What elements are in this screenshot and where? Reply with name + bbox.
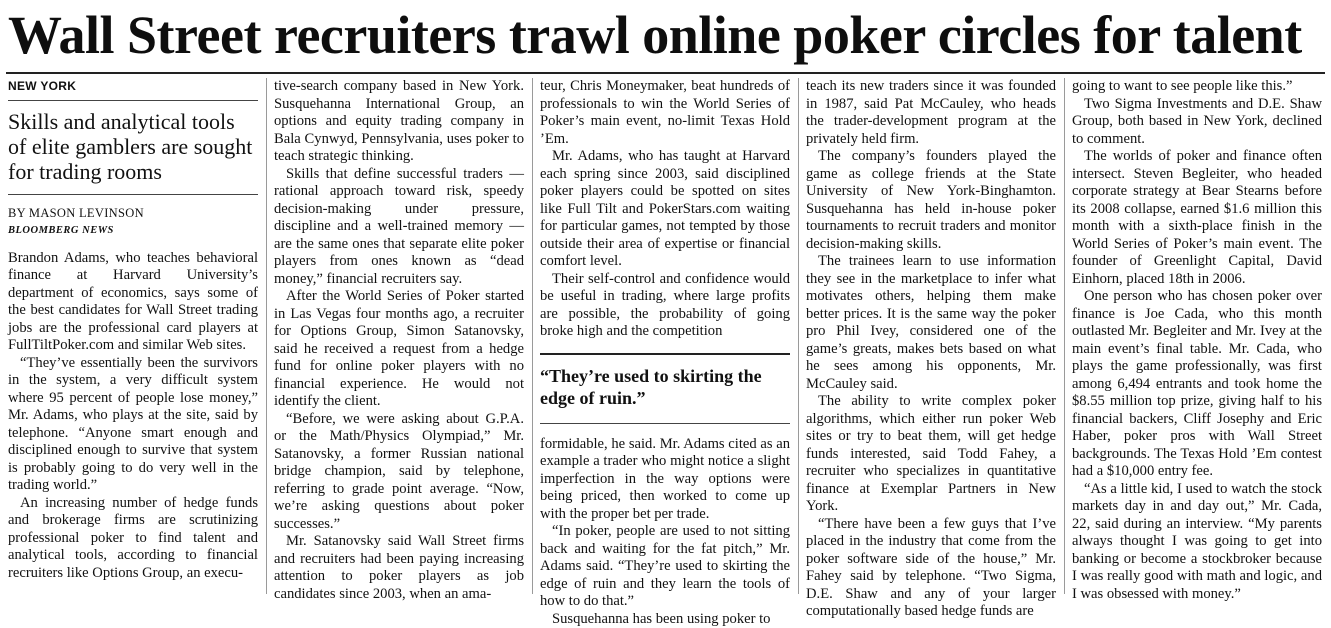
column-divider — [266, 78, 267, 594]
paragraph: “There have been a few guys that I’ve placed in the industry that come from the poker software side of the house,” Mr. Fahey said by telephone. “Two Sigma, D.E. Shaw and any of your larger computationally based hedge funds are — [806, 516, 1056, 621]
paragraph: Mr. Satanovsky said Wall Street firms and recruiters had been paying increasing attention to poker players as job candidates since 2003, when an ama- — [274, 533, 524, 603]
paragraph: After the World Series of Poker started in Las Vegas four months ago, a recruiter for Options Group, Simon Satanovsky, said he received a request from a hedge fund for online poker players with no financial experience. He would not identify the client. — [274, 288, 524, 411]
paragraph: Mr. Adams, who has taught at Harvard each spring since 2003, said disciplined poker players could be spotted on sites like Full Tilt and PokerStars.com waiting for particular games, not tempted by those outside their area of expertise or financial comfort level. — [540, 148, 790, 271]
paragraph: The ability to write complex poker algorithms, which either run poker Web sites or try to beat them, will get hedge funds interested, said Todd Fahey, a recruiter who specializes in quantitative finance at Exemplar Partners in New York. — [806, 393, 1056, 516]
paragraph: tive-search company based in New York. Susquehanna International Group, an options and equity trading company in Bala Cynwyd, Pennsylvania, uses poker to teach strategic thinking. — [274, 78, 524, 166]
news-agency: BLOOMBERG NEWS — [8, 222, 258, 240]
column-divider — [1064, 78, 1065, 594]
deck-subheadline: Skills and analytical tools of elite gamblers are sought for trading rooms — [8, 109, 258, 195]
paragraph: An increasing number of hedge funds and brokerage firms are scrutinizing professional poker to find talent and analytical tools, according to financial recruiters like Options Group, an execu- — [8, 495, 258, 583]
paragraph: Their self-control and confidence would be useful in trading, where large profits are possible, the probability of going broke high and the competition — [540, 271, 790, 341]
byline: BY MASON LEVINSON — [8, 205, 258, 223]
column-2 — [274, 78, 524, 594]
paragraph: teur, Chris Moneymaker, beat hundreds of professionals to win the World Series of Poker’s main event, no-limit Texas Hold ’Em. — [540, 78, 790, 148]
pull-quote: “They’re used to skirting the edge of ruin.” — [540, 353, 790, 424]
paragraph: teach its new traders since it was founded in 1987, said Pat McCauley, who heads the trader-development program at the privately held firm. — [806, 78, 1056, 148]
paragraph: Brandon Adams, who teaches behavioral finance at Harvard University’s department of economics, says some of the best candidates for Wall Street trading jobs are the professional card players at FullTiltPoker.com and similar Web sites. — [8, 250, 258, 355]
column-1 — [8, 78, 258, 594]
paragraph: The company’s founders played the game as college friends at the State University of New York-Binghamton. Susquehanna has held in-house poker tournaments to recruit traders and monitor decision-making skills. — [806, 148, 1056, 253]
column-divider — [798, 78, 799, 594]
column-5 — [1072, 78, 1322, 594]
column-4 — [806, 78, 1056, 594]
paragraph: “They’ve essentially been the survivors in the system, a very difficult system where 95 percent of people lose money,” Mr. Adams, who plays at the site, said by telephone. “Anyone smart enough and disciplined enough to survive that system is probably going to do very well in the trading world.” — [8, 355, 258, 495]
paragraph: “In poker, people are used to not sitting back and waiting for the fat pitch,” Mr. Adams said. “They’re used to skirting the edge of ruin and they learn the tools of how to do that.” — [540, 523, 790, 611]
paragraph: “Before, we were asking about G.P.A. or the Math/Physics Olympiad,” Mr. Satanovsky, a former Russian national bridge champion, said by telephone, referring to grade point average. “Now, we’re asking questions about poker successes.” — [274, 411, 524, 534]
column-3 — [540, 78, 790, 594]
paragraph: Skills that define successful traders — rational approach toward risk, speedy decision-making under pressure, discipline and a well-trained memory — are the same ones that separate elite poker players from ones known as “dead money,” financial recruiters say. — [274, 166, 524, 289]
paragraph: The trainees learn to use information they see in the marketplace to infer what motivates others, helping them make better prices. It is the same way the poker pro Phil Ivey, considered one of the game’s greats, makes bets based on what he sees among his opponents, Mr. McCauley said. — [806, 253, 1056, 393]
dateline: NEW YORK — [8, 78, 258, 101]
paragraph: Two Sigma Investments and D.E. Shaw Group, both based in New York, declined to comment. — [1072, 96, 1322, 149]
paragraph: formidable, he said. Mr. Adams cited as an example a trader who might notice a slight imperfection in the way options were being priced, then worked to come up with the proper bet per trade. — [540, 436, 790, 524]
paragraph: One person who has chosen poker over finance is Joe Cada, who this month outlasted Mr. Begleiter and Mr. Ivey at the main event’s final table. Mr. Cada, who plays the game professionally, was first among 6,494 entrants and took home the $8.55 million top prize, giving half to his financial backers, Cliff Josephy and Eric Haber, poker pros with Wall Street backgrounds. The Texas Hold ’Em contest had a $10,000 entry fee. — [1072, 288, 1322, 481]
paragraph: “As a little kid, I used to watch the stock markets day in and day out,” Mr. Cada, 22, said during an interview. “My parents always thought I was going to get into banking or become a stockbroker because I was really good with math and logic, and I was obsessed with money.” — [1072, 481, 1322, 604]
headline: Wall Street recruiters trawl online poker circles for talent — [8, 4, 1326, 66]
paragraph: going to want to see people like this.” — [1072, 78, 1322, 96]
paragraph: The worlds of poker and finance often intersect. Steven Begleiter, who headed corporate strategy at Bear Stearns before its 2008 collapse, earned $1.6 million this month with a sixth-place finish in the World Series of Poker’s main event. The founder of Greenlight Capital, David Einhorn, placed 18th in 2006. — [1072, 148, 1322, 288]
paragraph: Susquehanna has been using poker to — [540, 611, 790, 628]
column-divider — [532, 78, 533, 594]
headline-rule — [6, 72, 1325, 74]
